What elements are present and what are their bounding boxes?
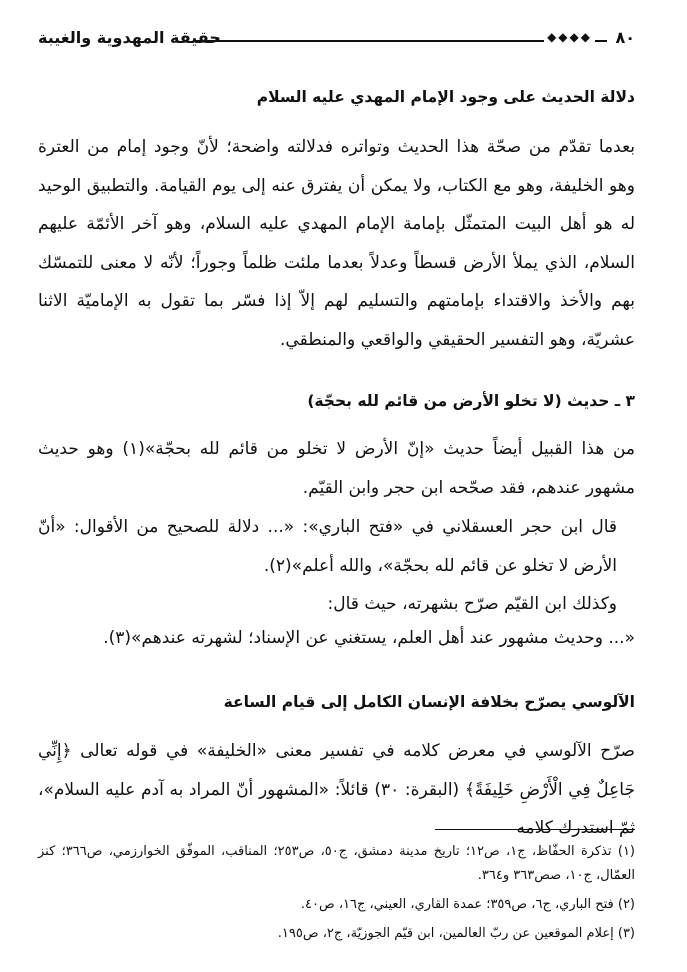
paragraph: بعدما تقدّم من صحّة هذا الحديث وتواتره فدلالته واضحة؛ لأنّ وجود إمام من العترة وهو الخليفة، وهو مع الكتاب، ولا يمكن أن يفترق عنه إلى يوم القيامة. والتطبيق الوحيد له هو أهل البيت المتمثّل بإمامة الإمام المهدي عليه السلام، وهو آخر الأئمّة عليهم السلام، الذي يملأ الأرض قسطاً وعدلاً بعدما ملئت ظلماً وجوراً؛ لأنّه لا معنى للتمسّك بهم والأخذ والاقتداء بإمامتهم والتسليم لهم إلاّ إذا فسّر بما تقول به الإماميّة الاثنا عشريّة، وهو التفسير الحقيقي والواقعي والمنطقي. [38, 137, 635, 350]
quotation: قال ابن حجر العسقلاني في «فتح الباري»: «... دلالة للصحيح من الأقوال: «أنّ الأرض لا تخلو عن قائم لله بحجّة»، والله أعلم»(٢). [38, 517, 617, 576]
running-title: حقيقة المهدوية والغيبة [38, 28, 221, 47]
section-heading: دلالة الحديث على وجود الإمام المهدي عليه السلام [256, 88, 635, 106]
footnote: (٢) فتح الباري، ج٦، ص٣٥٩؛ عمدة القاري، العيني، ج١٦، ص٤٠. [300, 897, 635, 912]
footnote: (٣) إعلام الموقعين عن ربّ العالمين، ابن قيّم الجوزيّة، ج٢، ص١٩٥. [277, 926, 635, 941]
page-number: ٨٠ [615, 28, 635, 47]
footnote-rule [435, 829, 635, 830]
paragraph: صرّح الآلوسي في معرض كلامه في تفسير معنى «الخليفة» في قوله تعالى ﴿إِنِّي جَاعِلٌ فِي الْأَرْضِ خَلِيفَةً﴾ (البقرة: ٣٠) قائلاً: «المشهور أنّ المراد به آدم عليه السلام»، ثمّ استدرك كلامه [38, 741, 635, 838]
paragraph-line: وكذلك ابن القيّم صرّح بشهرته، حيث قال: [327, 594, 617, 614]
footnote: (١) تذكرة الحفّاظ، ج١، ص١٢؛ تاريخ مدينة دمشق، ج٥٠، ص٢٥٣؛ المناقب، الموفّق الخوارزمي، ص٣٦٦؛ كنز العمّال، ج١٠، صص٣٦٣ و٣٦٤. [38, 844, 635, 883]
diamond-ornament-icon: ◆◆◆◆ [544, 30, 595, 44]
paragraph: من هذا القبيل أيضاً حديث «إنّ الأرض لا تخلو من قائم لله بحجّة»(١) وهو حديث مشهور عندهم، فقد صحّحه ابن حجر وابن القيّم. [38, 439, 635, 498]
quotation: «... وحديث مشهور عند أهل العلم، يستغني عن الإسناد؛ لشهرته عندهم»(٣). [103, 628, 635, 648]
section-heading: ٣ ـ حديث (لا تخلو الأرض من قائم لله بحجّة) [307, 392, 635, 410]
page-header [38, 28, 635, 52]
section-heading: الآلوسي يصرّح بخلافة الإنسان الكامل إلى قيام الساعة [223, 693, 635, 711]
